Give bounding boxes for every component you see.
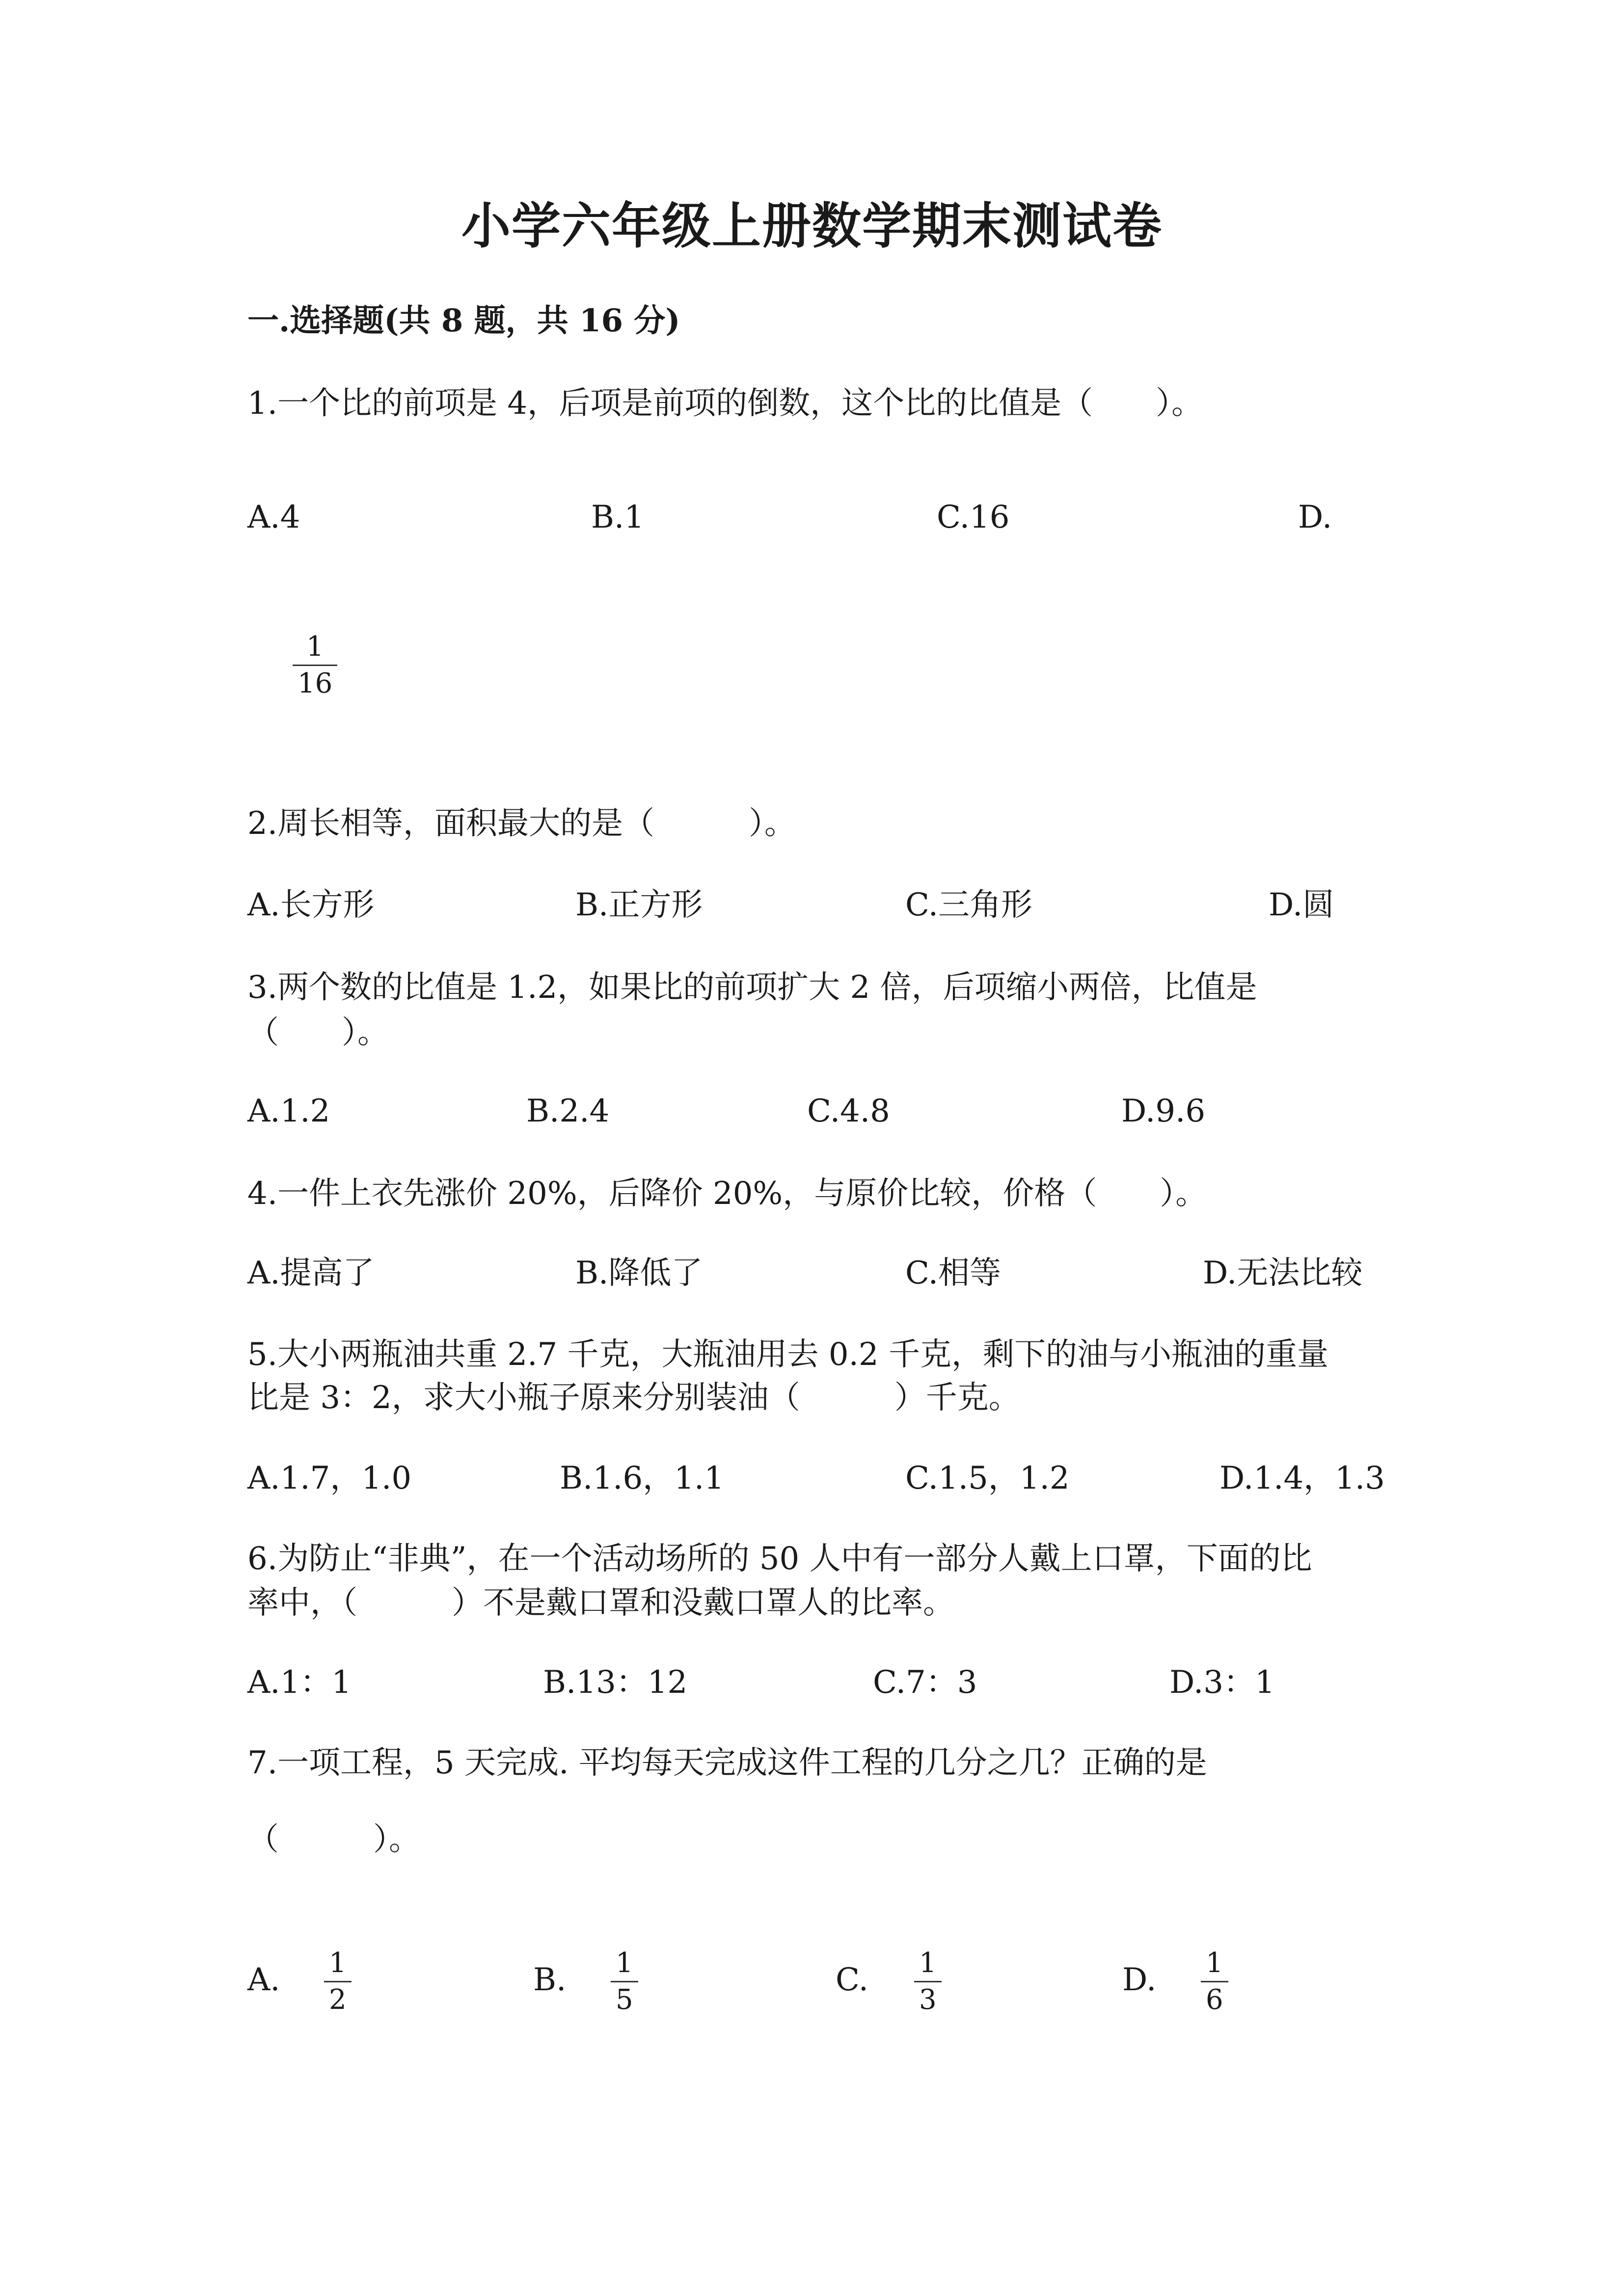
question-5-option-c[interactable]: C.1.5，1.2: [905, 1460, 1070, 1496]
question-1-option-d-fraction: [293, 633, 337, 697]
question-5-stem-line-1: 5.大小两瓶油共重 2.7 千克，大瓶油用去 0.2 千克，剩下的油与小瓶油的重量: [247, 1336, 1328, 1373]
question-2-stem: 2.周长相等，面积最大的是（ ）。: [247, 805, 796, 842]
fraction-numerator: 1: [1206, 1947, 1223, 1979]
question-7-option-d[interactable]: D.: [1122, 1962, 1157, 1998]
fraction-denominator: 3: [919, 1984, 937, 2016]
question-6-option-a[interactable]: A.1：1: [247, 1664, 352, 1701]
question-2-option-d[interactable]: D.圆: [1269, 887, 1334, 923]
question-7-option-d-fraction: [1201, 1949, 1228, 2014]
question-7-option-c-fraction: [914, 1949, 942, 2014]
question-4-option-b[interactable]: B.降低了: [575, 1255, 703, 1291]
question-2-option-a[interactable]: A.长方形: [247, 887, 375, 923]
question-7-option-b-fraction: [611, 1949, 638, 2014]
question-6-option-d[interactable]: D.3：1: [1169, 1664, 1275, 1701]
question-1-stem: 1.一个比的前项是 4，后项是前项的倒数，这个比的比值是（ ）。: [247, 385, 1203, 422]
fraction-denominator: 16: [298, 667, 333, 699]
fraction-denominator: 5: [616, 1984, 633, 2016]
question-5-option-d[interactable]: D.1.4，1.3: [1219, 1460, 1385, 1496]
question-3-option-b[interactable]: B.2.4: [526, 1093, 610, 1129]
question-7-stem-line-1: 7.一项工程，5 天完成. 平均每天完成这件工程的几分之几？正确的是: [247, 1745, 1207, 1781]
question-6-stem-line-2: 率中，（ ）不是戴口罩和没戴口罩人的比率。: [247, 1585, 954, 1621]
question-6-option-b[interactable]: B.13：12: [543, 1664, 688, 1701]
question-7-stem-line-2: （ ）。: [247, 1821, 420, 1858]
question-1-option-d[interactable]: D.: [1298, 499, 1332, 535]
fraction-numerator: 1: [919, 1947, 937, 1979]
question-7-option-b[interactable]: B.: [533, 1962, 567, 1998]
question-1-option-b[interactable]: B.1: [591, 499, 645, 535]
question-6-stem-line-1: 6.为防止“非典”，在一个活动场所的 50 人中有一部分人戴上口罩，下面的比: [247, 1541, 1312, 1577]
question-3-option-c[interactable]: C.4.8: [807, 1093, 890, 1129]
question-5-option-a[interactable]: A.1.7，1.0: [247, 1460, 412, 1496]
question-3-option-d[interactable]: D.9.6: [1121, 1093, 1206, 1129]
fraction-numerator: 1: [616, 1947, 633, 1979]
question-1-option-c[interactable]: C.16: [937, 499, 1010, 535]
question-1-option-a[interactable]: A.4: [247, 499, 300, 535]
question-5-stem-line-2: 比是 3：2，求大小瓶子原来分别装油（ ）千克。: [247, 1380, 1020, 1416]
fraction-denominator: 6: [1206, 1984, 1223, 2016]
question-7-option-c[interactable]: C.: [836, 1962, 869, 1998]
question-6-option-c[interactable]: C.7：3: [873, 1664, 977, 1701]
question-3-stem-line-2: （ ）。: [247, 1015, 389, 1051]
question-4-option-c[interactable]: C.相等: [905, 1255, 1001, 1291]
question-7-option-a-fraction: [324, 1949, 352, 2014]
section-heading: 一.选择题(共 8 题，共 16 分): [247, 302, 680, 339]
question-3-stem-line-1: 3.两个数的比值是 1.2，如果比的前项扩大 2 倍，后项缩小两倍，比值是: [247, 969, 1257, 1006]
question-3-option-a[interactable]: A.1.2: [247, 1093, 330, 1129]
fraction-numerator: 1: [329, 1947, 347, 1979]
fraction-denominator: 2: [329, 1984, 347, 2016]
question-4-stem: 4.一件上衣先涨价 20%，后降价 20%，与原价比较，价格（ ）。: [247, 1175, 1207, 1212]
question-5-option-b[interactable]: B.1.6，1.1: [560, 1460, 724, 1496]
question-2-option-b[interactable]: B.正方形: [575, 887, 703, 923]
question-4-option-d[interactable]: D.无法比较: [1203, 1255, 1363, 1291]
question-4-option-a[interactable]: A.提高了: [247, 1255, 375, 1291]
question-2-option-c[interactable]: C.三角形: [905, 887, 1033, 923]
fraction-numerator: 1: [306, 631, 324, 663]
page-title: 小学六年级上册数学期末测试卷: [461, 197, 1163, 255]
question-7-option-a[interactable]: A.: [247, 1962, 280, 1998]
